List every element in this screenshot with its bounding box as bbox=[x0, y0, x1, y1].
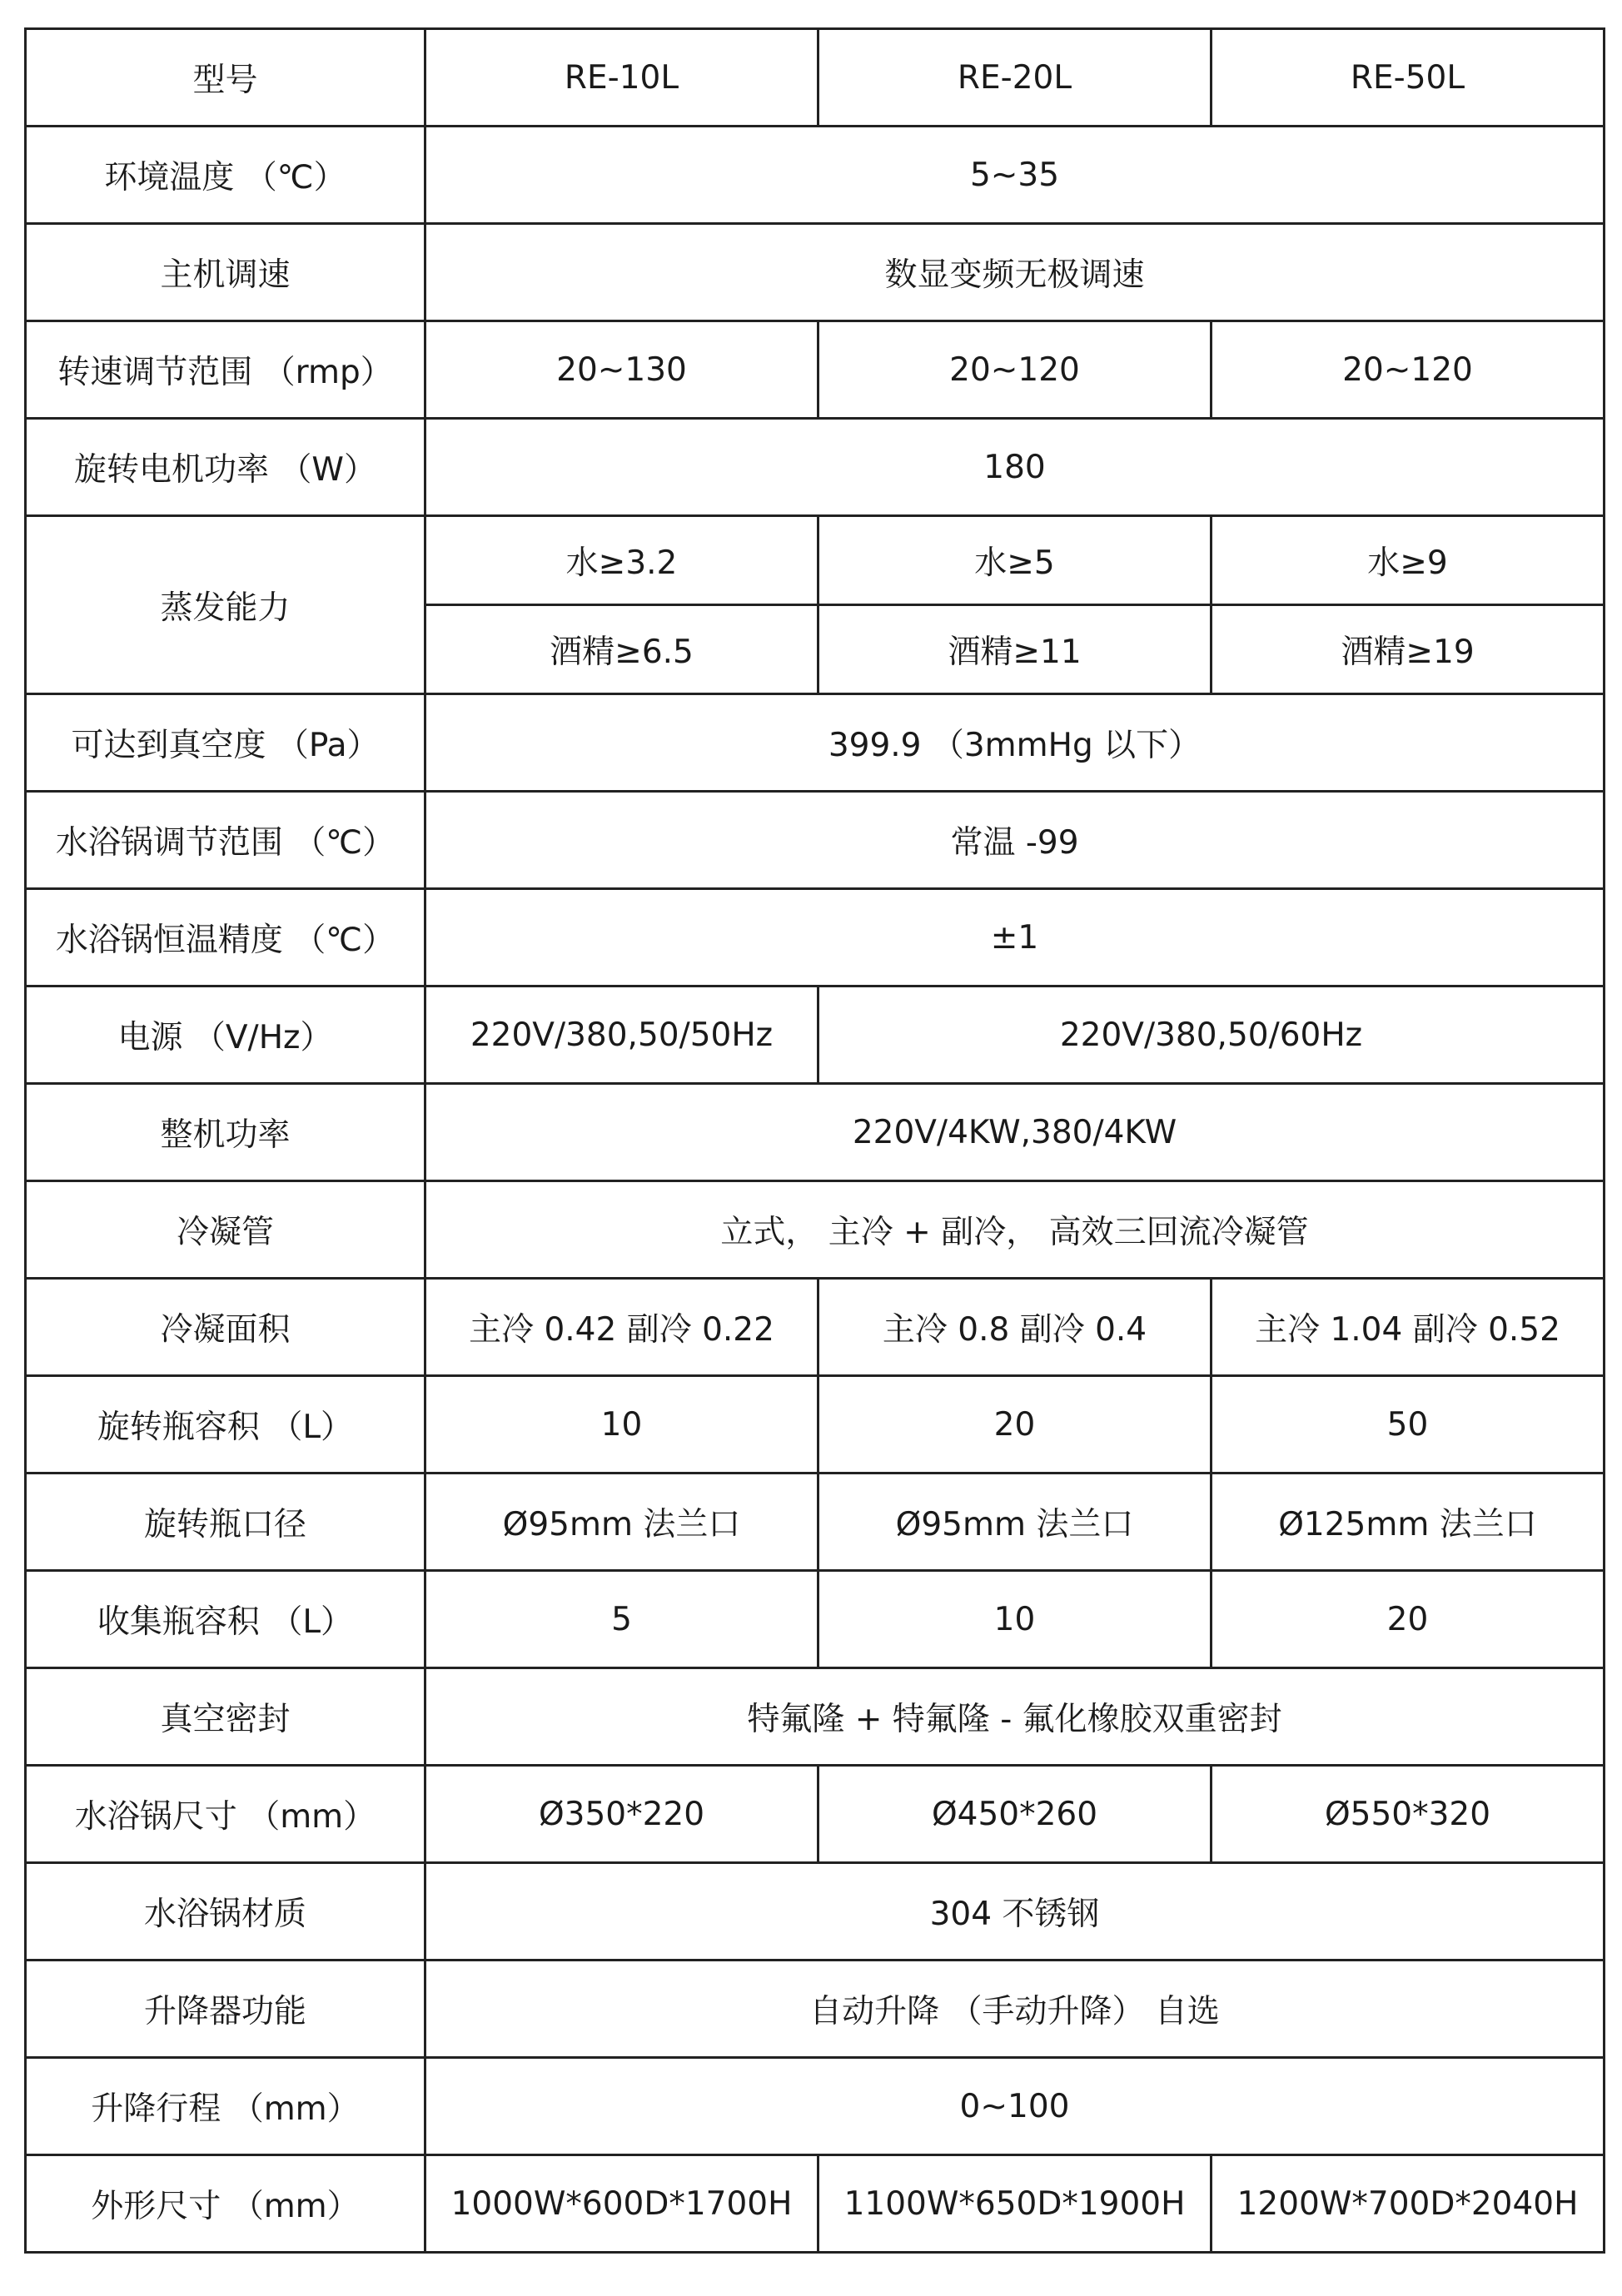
row-label: 水浴锅调节范围 （℃） bbox=[26, 792, 425, 889]
table-row bbox=[26, 1766, 1605, 1863]
table-row bbox=[26, 2058, 1605, 2155]
cell-value: Ø125mm 法兰口 bbox=[1212, 1474, 1605, 1571]
row-label: 收集瓶容积 （L） bbox=[26, 1571, 425, 1668]
row-label: 冷凝管 bbox=[26, 1181, 425, 1279]
cell-value: 180 bbox=[425, 419, 1605, 516]
cell-value: 0~100 bbox=[425, 2058, 1605, 2155]
row-label: 主机调速 bbox=[26, 224, 425, 321]
cell-value: 常温 -99 bbox=[425, 792, 1605, 889]
table-row bbox=[26, 321, 1605, 419]
cell-value: 主冷 1.04 副冷 0.52 bbox=[1212, 1279, 1605, 1376]
table-row bbox=[26, 1863, 1605, 1961]
cell-value: 220V/380,50/50Hz bbox=[425, 986, 818, 1084]
cell-value: 水≥3.2 bbox=[425, 516, 818, 605]
model-name: RE-10L bbox=[425, 29, 818, 127]
model-name: RE-20L bbox=[818, 29, 1212, 127]
table-row bbox=[26, 1181, 1605, 1279]
cell-value: 主冷 0.8 副冷 0.4 bbox=[818, 1279, 1212, 1376]
table-row bbox=[26, 419, 1605, 516]
cell-value: 5~35 bbox=[425, 127, 1605, 224]
row-label: 环境温度 （℃） bbox=[26, 127, 425, 224]
cell-value: 水≥9 bbox=[1212, 516, 1605, 605]
cell-value: Ø95mm 法兰口 bbox=[818, 1474, 1212, 1571]
table-row bbox=[26, 986, 1605, 1084]
cell-value: 酒精≥19 bbox=[1212, 605, 1605, 694]
table-row bbox=[26, 1668, 1605, 1766]
table-row bbox=[26, 792, 1605, 889]
table-row bbox=[26, 1961, 1605, 2058]
row-label: 水浴锅材质 bbox=[26, 1863, 425, 1961]
cell-value: 20 bbox=[1212, 1571, 1605, 1668]
cell-value: 20 bbox=[818, 1376, 1212, 1474]
row-label: 升降行程 （mm） bbox=[26, 2058, 425, 2155]
table-row-header bbox=[26, 29, 1605, 127]
table-row bbox=[26, 1571, 1605, 1668]
row-label: 真空密封 bbox=[26, 1668, 425, 1766]
cell-value: Ø95mm 法兰口 bbox=[425, 1474, 818, 1571]
cell-value: 304 不锈钢 bbox=[425, 1863, 1605, 1961]
table-row bbox=[26, 889, 1605, 986]
cell-value: 酒精≥6.5 bbox=[425, 605, 818, 694]
row-label-model: 型号 bbox=[26, 29, 425, 127]
cell-value: 5 bbox=[425, 1571, 818, 1668]
cell-value: 自动升降 （手动升降） 自选 bbox=[425, 1961, 1605, 2058]
row-label: 冷凝面积 bbox=[26, 1279, 425, 1376]
row-label: 外形尺寸 （mm） bbox=[26, 2155, 425, 2253]
cell-value: 特氟隆 + 特氟隆 - 氟化橡胶双重密封 bbox=[425, 1668, 1605, 1766]
row-label: 蒸发能力 bbox=[26, 516, 425, 694]
cell-value: Ø550*320 bbox=[1212, 1766, 1605, 1863]
table-row bbox=[26, 516, 1605, 605]
cell-value: 1000W*600D*1700H bbox=[425, 2155, 818, 2253]
cell-value: 1100W*650D*1900H bbox=[818, 2155, 1212, 2253]
spec-table bbox=[24, 27, 1605, 2254]
cell-value: 水≥5 bbox=[818, 516, 1212, 605]
row-label: 旋转瓶口径 bbox=[26, 1474, 425, 1571]
row-label: 整机功率 bbox=[26, 1084, 425, 1181]
table-row bbox=[26, 694, 1605, 792]
model-name: RE-50L bbox=[1212, 29, 1605, 127]
row-label: 转速调节范围 （rmp） bbox=[26, 321, 425, 419]
cell-value: Ø450*260 bbox=[818, 1766, 1212, 1863]
cell-value: 220V/380,50/60Hz bbox=[818, 986, 1605, 1084]
table-row bbox=[26, 1279, 1605, 1376]
cell-value: 20~120 bbox=[818, 321, 1212, 419]
table-row bbox=[26, 224, 1605, 321]
table-row bbox=[26, 1474, 1605, 1571]
cell-value: 数显变频无极调速 bbox=[425, 224, 1605, 321]
cell-value: 20~130 bbox=[425, 321, 818, 419]
row-label: 旋转瓶容积 （L） bbox=[26, 1376, 425, 1474]
row-label: 电源 （V/Hz） bbox=[26, 986, 425, 1084]
row-label: 升降器功能 bbox=[26, 1961, 425, 2058]
table-row bbox=[26, 1376, 1605, 1474]
cell-value: 1200W*700D*2040H bbox=[1212, 2155, 1605, 2253]
cell-value: ±1 bbox=[425, 889, 1605, 986]
cell-value: 50 bbox=[1212, 1376, 1605, 1474]
cell-value: 399.9 （3mmHg 以下） bbox=[425, 694, 1605, 792]
row-label: 可达到真空度 （Pa） bbox=[26, 694, 425, 792]
cell-value: 酒精≥11 bbox=[818, 605, 1212, 694]
table-row bbox=[26, 1084, 1605, 1181]
cell-value: 10 bbox=[425, 1376, 818, 1474]
cell-value: Ø350*220 bbox=[425, 1766, 818, 1863]
cell-value: 主冷 0.42 副冷 0.22 bbox=[425, 1279, 818, 1376]
cell-value: 立式， 主冷 + 副冷， 高效三回流冷凝管 bbox=[425, 1181, 1605, 1279]
row-label: 水浴锅尺寸 （mm） bbox=[26, 1766, 425, 1863]
table-row bbox=[26, 2155, 1605, 2253]
cell-value: 220V/4KW,380/4KW bbox=[425, 1084, 1605, 1181]
cell-value: 20~120 bbox=[1212, 321, 1605, 419]
row-label: 旋转电机功率 （W） bbox=[26, 419, 425, 516]
table-row bbox=[26, 127, 1605, 224]
row-label: 水浴锅恒温精度 （℃） bbox=[26, 889, 425, 986]
cell-value: 10 bbox=[818, 1571, 1212, 1668]
